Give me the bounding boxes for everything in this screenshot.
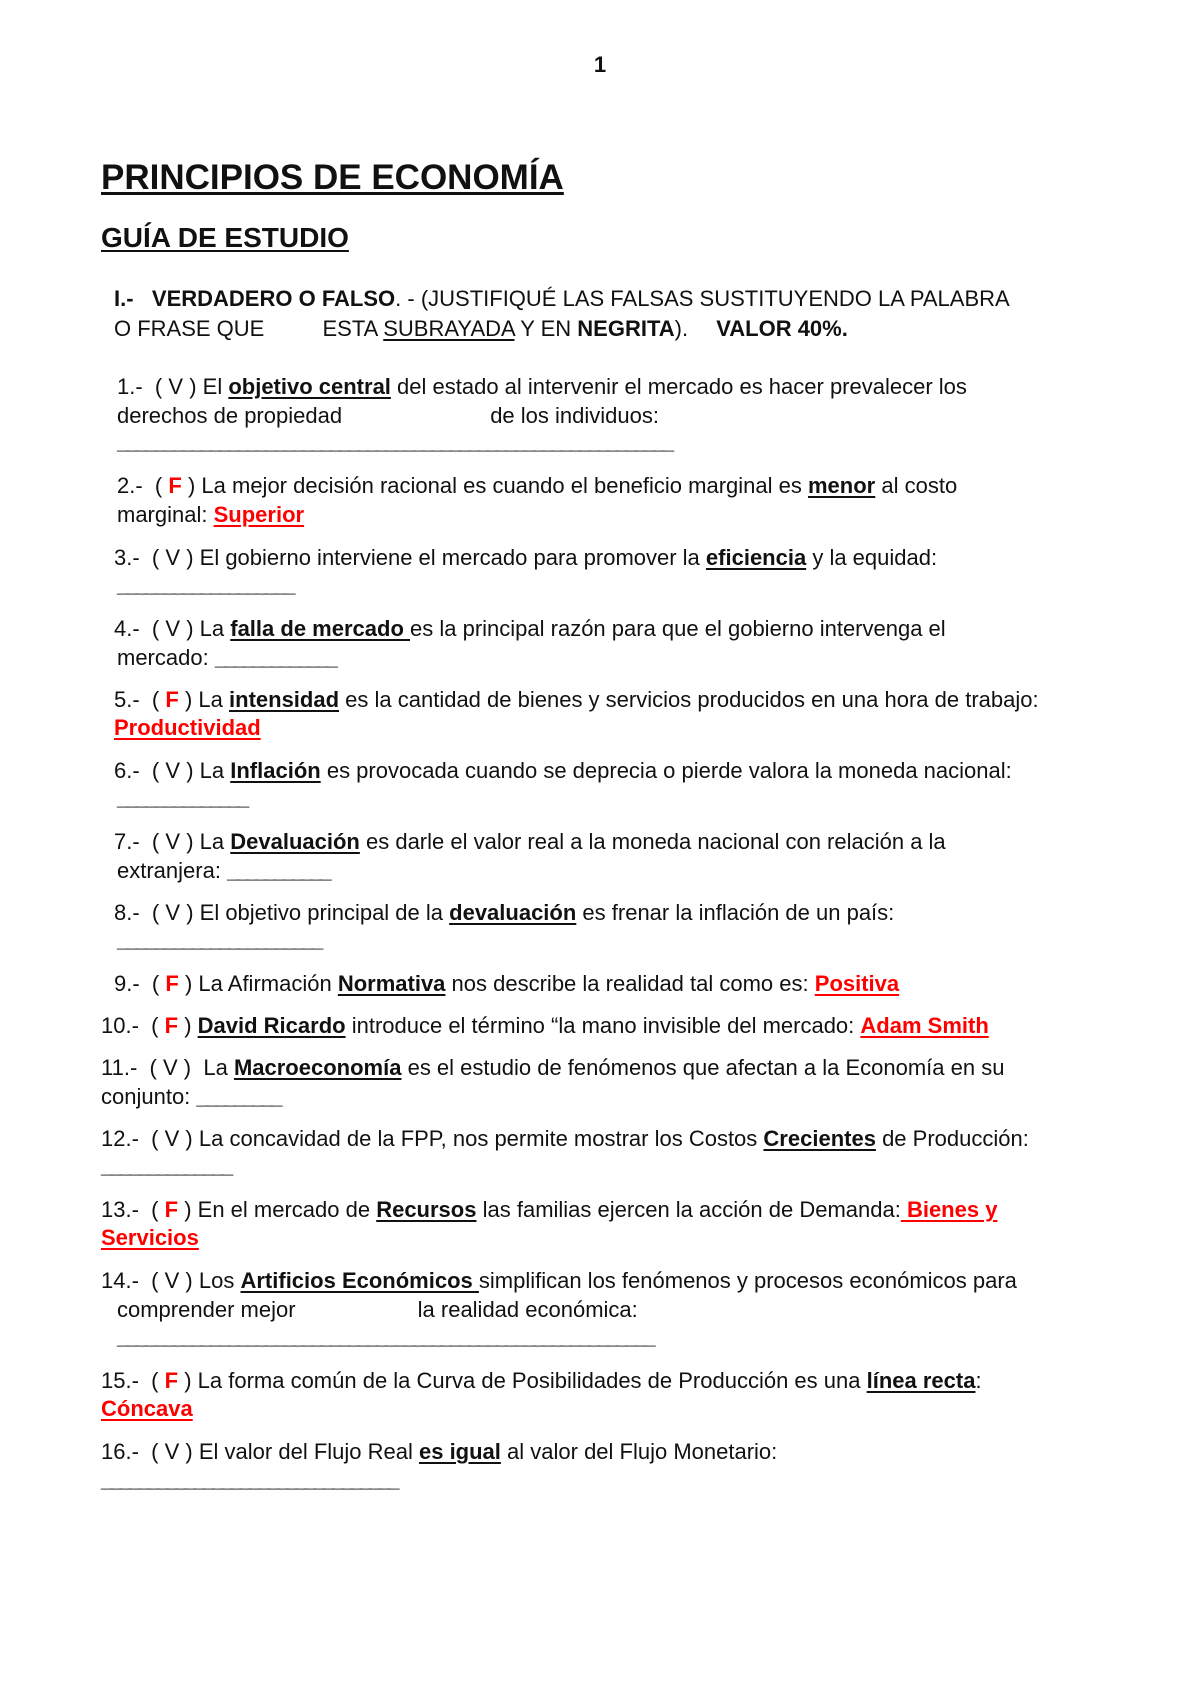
- question-text: es frenar la inflación de un país:: [582, 900, 895, 925]
- answer-mark: F: [164, 1368, 179, 1393]
- paren: ): [185, 1268, 193, 1293]
- question-1-blank: [117, 428, 671, 456]
- answer-mark: F: [168, 473, 182, 498]
- page-title: PRINCIPIOS DE ECONOMÍA: [101, 158, 564, 197]
- question-number: 7.-: [114, 829, 140, 854]
- correction: Bienes y: [900, 1197, 998, 1222]
- paren: ): [184, 687, 193, 712]
- answer-blank: ____________________________________________________________: [117, 429, 672, 454]
- answer-mark: V: [165, 616, 181, 641]
- question-number: 9.-: [114, 971, 140, 996]
- paren: ): [186, 758, 194, 783]
- question-text: extranjera:: [117, 858, 221, 883]
- paren: (: [151, 1268, 159, 1293]
- paren: (: [151, 758, 160, 783]
- question-14-blank: [117, 1323, 653, 1351]
- question-text: La concavidad de la FPP, nos permite mostrar los Costos: [198, 1126, 758, 1151]
- question-text: la realidad económica:: [417, 1297, 638, 1322]
- question-number: 8.-: [114, 900, 140, 925]
- question-13-line-2: [101, 1224, 199, 1252]
- question-text: El gobierno interviene el mercado para promover la: [199, 545, 700, 570]
- key-term: devaluación: [449, 900, 577, 925]
- section-instructions-text: . - (JUSTIFIQUÉ LAS FALSAS SUSTITUYENDO LA PALABRA: [395, 286, 1010, 311]
- correction: Positiva: [814, 971, 900, 996]
- question-16: [101, 1438, 777, 1466]
- question-15-line-2: [101, 1395, 193, 1423]
- paren: (: [151, 1368, 159, 1393]
- question-5: [114, 686, 1039, 714]
- instr-close: ).: [674, 316, 689, 341]
- paren: ): [184, 1368, 192, 1393]
- question-number: 16.-: [101, 1439, 139, 1464]
- question-8: [114, 899, 894, 927]
- answer-blank: ______________________: [117, 927, 321, 952]
- answer-blank: ___________________: [117, 572, 293, 597]
- question-15: [101, 1367, 982, 1395]
- correction: Productividad: [114, 715, 261, 740]
- question-text: es darle el valor real a la moneda nacional con relación a la: [365, 829, 946, 854]
- question-text: al costo: [881, 473, 958, 498]
- page-number: 1: [593, 52, 607, 77]
- key-term: Recursos: [376, 1197, 477, 1222]
- paren: ): [186, 545, 194, 570]
- paren: (: [151, 687, 160, 712]
- correction: Adam Smith: [860, 1013, 989, 1038]
- question-3-blank: [117, 571, 292, 599]
- answer-mark: V: [168, 374, 184, 399]
- paren: ): [183, 1055, 192, 1080]
- key-term: menor: [808, 473, 876, 498]
- paren: (: [151, 1439, 159, 1464]
- answer-mark: V: [165, 545, 181, 570]
- question-number: 10.-: [101, 1013, 139, 1038]
- key-term: intensidad: [229, 687, 340, 712]
- answer-blank: ___________: [227, 858, 329, 883]
- key-term: Artificios Económicos: [240, 1268, 479, 1293]
- section-heading: VERDADERO O FALSO: [151, 286, 396, 311]
- question-9: [114, 970, 899, 998]
- answer-mark: F: [165, 687, 179, 712]
- question-number: 15.-: [101, 1368, 139, 1393]
- key-term: eficiencia: [705, 545, 807, 570]
- section-instructions-line-1: [114, 286, 1010, 312]
- paren: ): [187, 473, 196, 498]
- section-value: VALOR 40%.: [716, 316, 848, 341]
- question-11: [101, 1054, 1004, 1082]
- paren: (: [151, 545, 160, 570]
- answer-mark: F: [165, 971, 179, 996]
- question-1: [117, 373, 967, 401]
- key-term: línea recta: [866, 1368, 976, 1393]
- paren: (: [151, 829, 160, 854]
- question-number: 1.-: [117, 374, 143, 399]
- instr-negrita: NEGRITA: [577, 316, 675, 341]
- question-text: es la cantidad de bienes y servicios producidos en una hora de trabajo:: [345, 687, 1039, 712]
- key-term: falla de mercado: [230, 616, 410, 641]
- question-5-line-2: [114, 714, 261, 742]
- paren: (: [154, 473, 163, 498]
- correction: Servicios: [101, 1225, 199, 1250]
- question-text: La mejor decisión racional es cuando el beneficio marginal es: [201, 473, 802, 498]
- paren: (: [151, 1013, 159, 1038]
- paren: (: [151, 1126, 159, 1151]
- question-text: introduce el término “la mano invisible del mercado:: [351, 1013, 855, 1038]
- question-text: La forma común de la Curva de Posibilidades de Producción es una: [197, 1368, 861, 1393]
- instr-frase: O FRASE QUE: [114, 316, 265, 341]
- key-term: Crecientes: [763, 1126, 876, 1151]
- paren: (: [151, 616, 160, 641]
- answer-mark: V: [164, 1268, 180, 1293]
- question-6: [114, 757, 1012, 785]
- question-number: 2.-: [117, 473, 143, 498]
- paren: ): [186, 829, 194, 854]
- question-text: La Afirmación: [198, 971, 332, 996]
- question-number: 11.-: [101, 1055, 138, 1080]
- answer-blank: __________________________________________________________: [117, 1324, 653, 1349]
- question-number: 5.-: [114, 687, 140, 712]
- key-term: Normativa: [337, 971, 446, 996]
- question-14: [101, 1267, 1017, 1295]
- question-text: de los individuos:: [490, 403, 659, 428]
- answer-mark: F: [164, 1013, 179, 1038]
- question-text: las familias ejercen la acción de Demanda:: [482, 1197, 901, 1222]
- question-number: 13.-: [101, 1197, 139, 1222]
- correction: Superior: [213, 502, 305, 527]
- paren: ): [184, 1013, 192, 1038]
- paren: (: [151, 900, 160, 925]
- answer-mark: V: [165, 900, 181, 925]
- question-text: La: [199, 758, 225, 783]
- correction: Cóncava: [101, 1396, 193, 1421]
- paren: ): [184, 1197, 192, 1222]
- paren: (: [151, 971, 160, 996]
- question-2-line-2: [117, 501, 304, 529]
- answer-blank: ________________________________: [101, 1467, 397, 1492]
- answer-blank: ______________: [117, 785, 247, 810]
- question-text: marginal:: [117, 502, 208, 527]
- question-text: y la equidad:: [812, 545, 938, 570]
- section-instructions-line-2: [114, 316, 848, 342]
- question-text: de Producción:: [882, 1126, 1029, 1151]
- question-text: :: [975, 1368, 982, 1393]
- question-text: mercado:: [117, 645, 209, 670]
- question-16-blank: [101, 1466, 397, 1494]
- answer-mark: V: [164, 1439, 180, 1464]
- question-12-blank: [101, 1152, 230, 1180]
- question-text: La: [199, 616, 225, 641]
- paren: (: [149, 1055, 157, 1080]
- answer-blank: _____________: [214, 645, 335, 670]
- instr-y-en: Y EN: [520, 316, 572, 341]
- question-number: 3.-: [114, 545, 140, 570]
- question-number: 6.-: [114, 758, 140, 783]
- question-text: comprender mejor: [117, 1297, 296, 1322]
- question-14-line-2: [117, 1296, 638, 1324]
- question-10: [101, 1012, 989, 1040]
- question-text: conjunto:: [101, 1084, 191, 1109]
- question-text: El: [202, 374, 223, 399]
- key-term: Macroeconomía: [233, 1055, 402, 1080]
- answer-mark: V: [165, 758, 181, 783]
- instr-subrayada: SUBRAYADA: [383, 316, 515, 341]
- question-number: 14.-: [101, 1268, 139, 1293]
- question-text: La: [198, 687, 223, 712]
- page-subtitle: GUÍA DE ESTUDIO: [101, 222, 349, 253]
- key-term: objetivo central: [228, 374, 391, 399]
- section-number: I.-: [114, 286, 134, 311]
- question-text: La: [203, 1055, 228, 1080]
- paren: ): [189, 374, 197, 399]
- answer-mark: V: [162, 1055, 178, 1080]
- question-6-blank: [117, 784, 246, 812]
- answer-mark: F: [164, 1197, 179, 1222]
- paren: (: [151, 1197, 159, 1222]
- key-term: Devaluación: [230, 829, 360, 854]
- question-text: derechos de propiedad: [117, 403, 343, 428]
- answer-blank: _________: [196, 1084, 280, 1109]
- question-text: es el estudio de fenómenos que afectan a la Economía en su: [407, 1055, 1005, 1080]
- paren: ): [185, 1439, 193, 1464]
- question-text: La: [199, 829, 225, 854]
- question-4-line-2: [117, 644, 335, 672]
- question-2: [117, 472, 957, 500]
- question-text: es la principal razón para que el gobierno intervenga el: [410, 616, 946, 641]
- answer-blank: ______________: [101, 1153, 231, 1178]
- paren: ): [186, 900, 194, 925]
- question-12: [101, 1125, 1029, 1153]
- paren: (: [154, 374, 163, 399]
- paren: ): [186, 616, 194, 641]
- key-term: es igual: [418, 1439, 501, 1464]
- paren: ): [184, 971, 193, 996]
- question-text: El objetivo principal de la: [199, 900, 444, 925]
- question-number: 4.-: [114, 616, 140, 641]
- question-11-line-2: [101, 1083, 280, 1111]
- key-term: Inflación: [230, 758, 321, 783]
- question-text: al valor del Flujo Monetario:: [507, 1439, 778, 1464]
- question-4: [114, 615, 946, 643]
- question-3: [114, 544, 937, 572]
- question-8-blank: [117, 926, 320, 954]
- question-7: [114, 828, 946, 856]
- answer-mark: V: [165, 829, 181, 854]
- question-text: del estado al intervenir el mercado es hacer prevalecer los: [397, 374, 967, 399]
- question-number: 12.-: [101, 1126, 139, 1151]
- key-term: David Ricardo: [197, 1013, 346, 1038]
- answer-mark: V: [164, 1126, 180, 1151]
- question-text: nos describe la realidad tal como es:: [451, 971, 809, 996]
- question-text: El valor del Flujo Real: [198, 1439, 413, 1464]
- paren: ): [185, 1126, 193, 1151]
- question-text: Los: [198, 1268, 235, 1293]
- question-7-line-2: [117, 857, 329, 885]
- question-1-line-2: [117, 402, 659, 430]
- question-text: simplifican los fenómenos y procesos económicos para: [478, 1268, 1017, 1293]
- question-13: [101, 1196, 997, 1224]
- instr-esta: ESTA: [322, 316, 378, 341]
- question-text: En el mercado de: [197, 1197, 371, 1222]
- question-text: es provocada cuando se deprecia o pierde valora la moneda nacional:: [326, 758, 1012, 783]
